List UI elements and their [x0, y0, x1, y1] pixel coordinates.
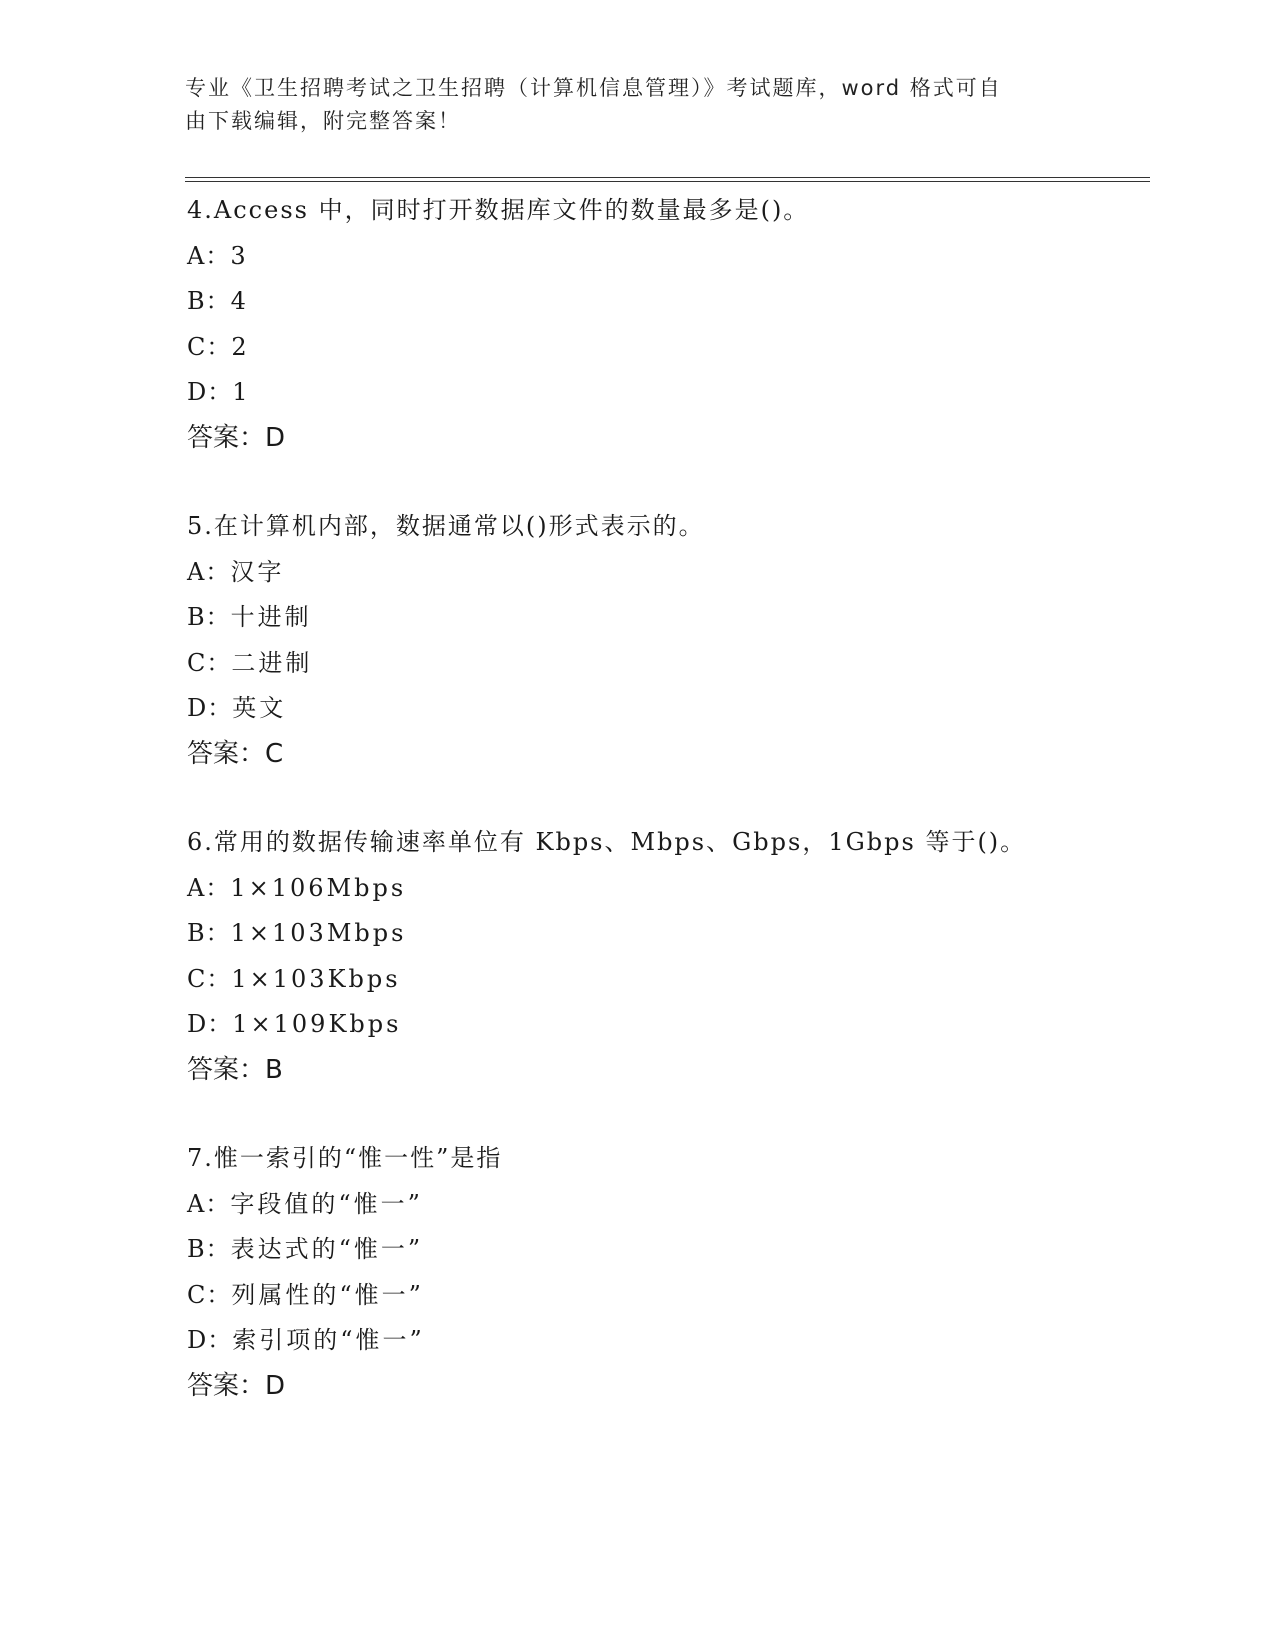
option-key: D：: [187, 1326, 233, 1354]
option-text: 3: [230, 241, 249, 270]
option-text: 2: [231, 332, 250, 361]
option-key: B：: [187, 919, 231, 947]
option-d: [187, 1002, 1147, 1048]
header-divider-top: [185, 177, 1150, 178]
option-a: [187, 866, 1147, 912]
option-a: [187, 234, 1147, 280]
option-text: 1×106Mbps: [230, 873, 407, 902]
option-c: [187, 1273, 1147, 1319]
option-key: D：: [187, 1010, 233, 1038]
option-key: A：: [187, 873, 231, 902]
option-a: [187, 1182, 1147, 1228]
header-line-2: 由下载编辑，附完整答案！: [185, 109, 461, 133]
option-text: 1×103Mbps: [230, 919, 407, 947]
option-key: C：: [187, 648, 232, 677]
option-key: C：: [187, 332, 232, 361]
option-text: 索引项的“惟一”: [232, 1326, 425, 1354]
question-stem: 4.Access 中，同时打开数据库文件的数量最多是()。: [187, 196, 810, 224]
option-text: 字段值的“惟一”: [230, 1189, 423, 1218]
option-a: [187, 550, 1147, 596]
answer: 答案：B: [187, 1054, 283, 1085]
option-key: B：: [187, 1235, 231, 1263]
option-text: 1×103Kbps: [231, 964, 401, 993]
option-text: 十进制: [230, 603, 312, 631]
option-text: 1: [232, 378, 251, 406]
option-key: D：: [187, 694, 233, 722]
option-b: [187, 1227, 1147, 1273]
option-key: C：: [187, 1280, 232, 1309]
option-key: D：: [187, 378, 233, 406]
option-c: [187, 641, 1147, 687]
option-key: C：: [187, 964, 232, 993]
answer: 答案：C: [187, 738, 284, 769]
option-text: 二进制: [231, 648, 313, 677]
option-text: 4: [230, 287, 249, 315]
question-list: [187, 188, 1147, 1452]
question-6: [187, 820, 1147, 1093]
option-key: B：: [187, 603, 231, 631]
option-key: A：: [187, 557, 231, 586]
option-b: [187, 279, 1147, 325]
question-4: [187, 188, 1147, 461]
header-line-1: 专业《卫生招聘考试之卫生招聘（计算机信息管理）》考试题库，word 格式可自: [185, 76, 1002, 100]
option-d: [187, 686, 1147, 732]
question-7: [187, 1136, 1147, 1409]
answer: 答案：D: [187, 1370, 286, 1401]
option-key: A：: [187, 1189, 231, 1218]
header-divider-bottom: [185, 181, 1150, 182]
question-stem: 7.惟一索引的“惟一性”是指: [187, 1144, 503, 1172]
option-d: [187, 1318, 1147, 1364]
option-text: 英文: [232, 694, 287, 722]
question-stem: 5.在计算机内部，数据通常以()形式表示的。: [187, 512, 705, 540]
option-d: [187, 370, 1147, 416]
option-text: 1×109Kbps: [232, 1010, 402, 1038]
question-stem: 6.常用的数据传输速率单位有 Kbps、Mbps、Gbps，1Gbps 等于()。: [187, 828, 1027, 856]
answer: 答案：D: [187, 422, 286, 453]
option-text: 表达式的“惟一”: [230, 1235, 424, 1263]
document-header: [185, 72, 1065, 138]
option-text: 列属性的“惟一”: [231, 1280, 424, 1309]
option-key: B：: [187, 287, 231, 315]
option-text: 汉字: [230, 557, 285, 586]
option-c: [187, 325, 1147, 371]
option-key: A：: [187, 241, 231, 270]
option-c: [187, 957, 1147, 1003]
option-b: [187, 595, 1147, 641]
option-b: [187, 911, 1147, 957]
question-5: [187, 504, 1147, 777]
